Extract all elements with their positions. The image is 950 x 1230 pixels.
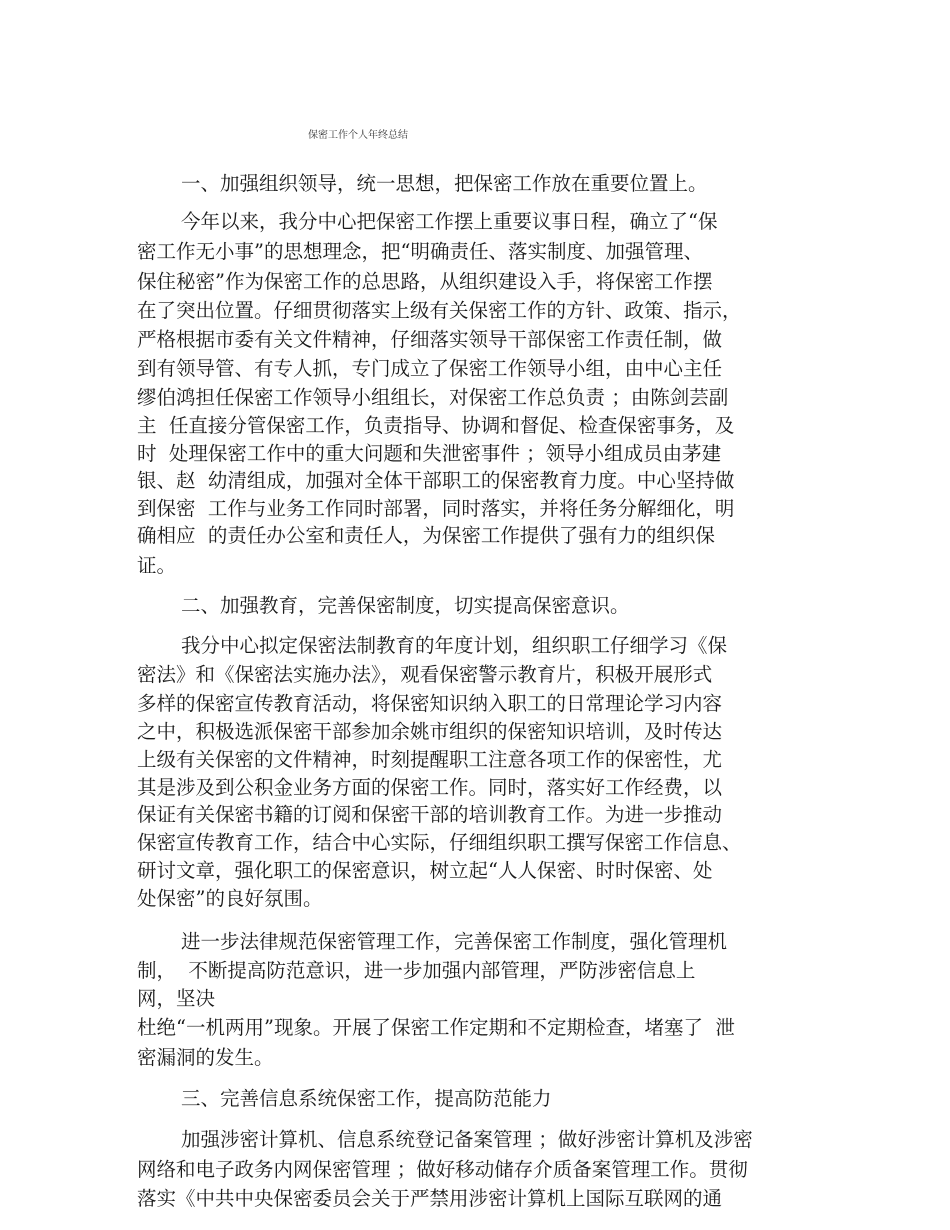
text-line: 保证有关保密书籍的订阅和保密干部的培训教育工作。为进一步推动 (137, 803, 723, 826)
text-line: 今年以来，我分中心把保密工作摆上重要议事日程，确立了“保 (181, 210, 718, 233)
text-line: 在了突出位置。仔细贯彻落实上级有关保密工作的方针、政策、指示， (137, 299, 742, 322)
text-line: 确相应 的责任办公室和责任人，为保密工作提供了强有力的组织保 (137, 524, 715, 547)
text-line: 多样的保密宣传教育活动，将保密知识纳入职工的日常理论学习内容 (137, 692, 723, 715)
text-line: 缪伯鸿担任保密工作领导小组组长，对保密工作总负责 ；由陈剑芸副 (137, 386, 729, 409)
text-line: 其是涉及到公积金业务方面的保密工作。同时，落实好工作经费，以 (137, 776, 723, 799)
text-line: 进一步法律规范保密管理工作，完善保密工作制度，强化管理机 (181, 930, 728, 953)
text-line: 研讨文章，强化职工的保密意识，树立起“人人保密、时时保密、处 (137, 859, 713, 882)
text-line: 杜绝“一机两用”现象。开展了保密工作定期和不定期检查，堵塞了 泄 (137, 1016, 735, 1039)
text-line: 我分中心拟定保密法制教育的年度计划，组织职工仔细学习《保 (181, 634, 728, 657)
text-line: 到有领导管、有专人抓，专门成立了保密工作领导小组，由中心主任 (137, 357, 723, 380)
text-line: 银、赵 幼清组成，加强对全体干部职工的保密教育力度。中心坚持做 (137, 469, 735, 492)
text-line: 上级有关保密的文件精神，时刻提醒职工注意各项工作的保密性，尤 (137, 748, 723, 771)
text-line: 保密宣传教育工作，结合中心实际，仔细组织职工撰写保密工作信息、 (137, 831, 742, 854)
text-line: 网，坚决 (137, 987, 216, 1010)
text-line: 密工作无小事”的思想理念，把“明确责任、落实制度、加强管理、 (137, 240, 703, 263)
text-line: 网络和电子政务内网保密管理 ；做好移动储存介质备案管理工作。贯彻 (137, 1158, 748, 1181)
text-line: 时 处理保密工作中的重大问题和失泄密事件 ；领导小组成员由茅建 (137, 442, 722, 465)
text-line: 一、加强组织领导，统一思想，把保密工作放在重要位置上。 (181, 172, 708, 195)
text-line: 到保密 工作与业务工作同时部署，同时落实，并将任务分解细化，明 (137, 497, 735, 520)
text-line: 之中，积极选派保密干部参加余姚市组织的保密知识培训，及时传达 (137, 720, 723, 743)
text-line: 制， 不断提高防范意识，进一步加强内部管理，严防涉密信息上 (137, 959, 696, 982)
text-line: 密漏洞的发生。 (137, 1046, 274, 1069)
text-line: 严格根据市委有关文件精神，仔细落实领导干部保密工作责任制，做 (137, 328, 723, 351)
text-line: 落实《中共中央保密委员会关于严禁用涉密计算机上国际互联网的通 (137, 1187, 723, 1210)
text-line: 密法》和《保密法实施办法》，观看保密警示教育片，积极开展形式 (137, 663, 713, 686)
text-line: 处保密”的良好氛围。 (137, 887, 323, 910)
text-line: 加强涉密计算机、信息系统登记备案管理 ；做好涉密计算机及涉密 (181, 1128, 753, 1151)
text-line: 保住秘密”作为保密工作的总思路，从组织建设入手，将保密工作摆 (137, 270, 713, 293)
document-title: 保密工作个人年终总结 (308, 130, 408, 141)
text-line: 三、完善信息系统保密工作，提高防范能力 (181, 1087, 552, 1110)
text-line: 主 任直接分管保密工作，负责指导、协调和督促、检查保密事务，及 (137, 414, 735, 437)
text-line: 证。 (137, 554, 177, 577)
text-line: 二、加强教育，完善保密制度，切实提高保密意识。 (181, 594, 630, 617)
